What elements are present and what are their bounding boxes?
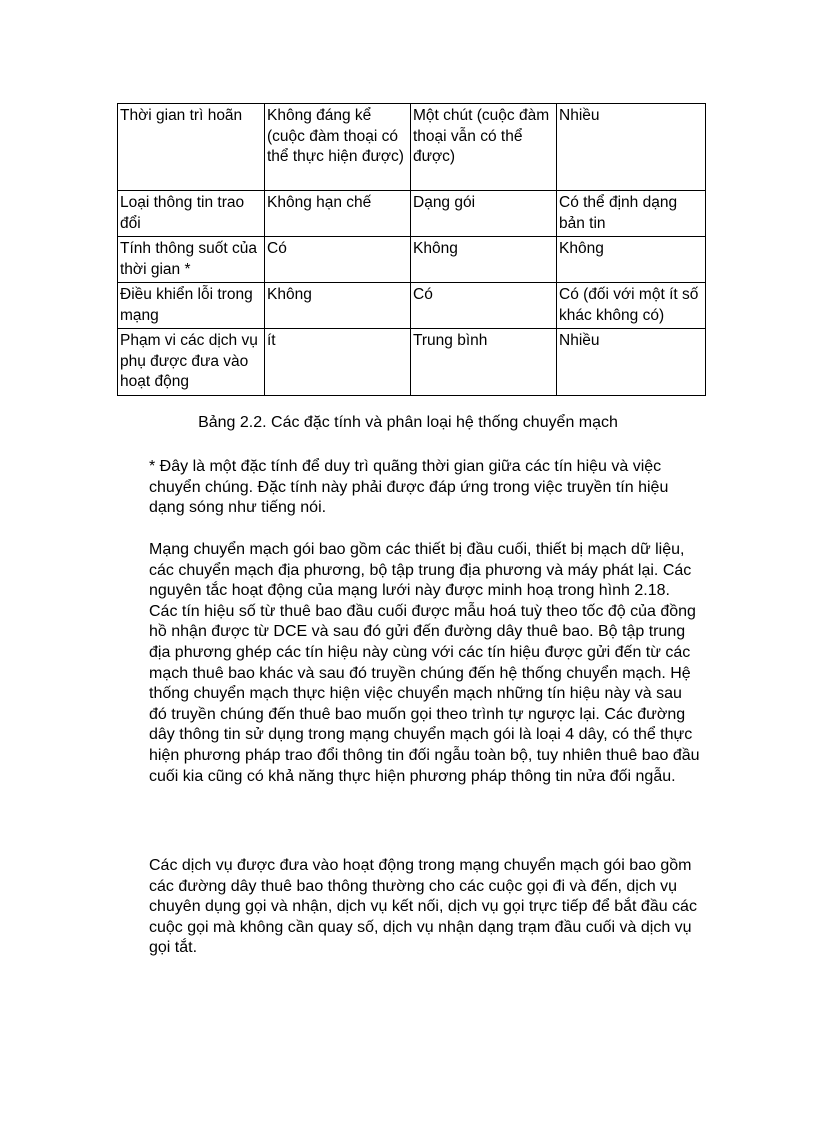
table-cell: Phạm vi các dịch vụ phụ được đưa vào hoạt động (118, 329, 265, 396)
table-cell: Có thể định dạng bản tin (557, 191, 706, 237)
table-cell: Loại thông tin trao đổi (118, 191, 265, 237)
table-row (118, 329, 706, 396)
table-cell: Có (265, 237, 411, 283)
table-cell: Không (411, 237, 557, 283)
switching-characteristics-table (117, 103, 706, 396)
table-footnote: * Đây là một đặc tính để duy trì quãng thời gian giữa các tín hiệu và việc chuyển chúng. Đặc tính này phải được đáp ứng trong việc truyền tín hiệu dạng sóng như tiếng nói. (149, 458, 669, 517)
table-cell: Một chút (cuộc đàm thoại vẫn có thể được) (411, 104, 557, 191)
table-cell: Có (411, 283, 557, 329)
table-caption: Bảng 2.2. Các đặc tính và phân loại hệ thống chuyển mạch (198, 414, 618, 431)
table-cell: Tính thông suốt của thời gian * (118, 237, 265, 283)
table-cell: Không đáng kể (cuộc đàm thoại có thể thực hiện được) (265, 104, 411, 191)
table-row (118, 191, 706, 237)
table-cell: Có (đối với một ít số khác không có) (557, 283, 706, 329)
table-row (118, 237, 706, 283)
table-cell: Nhiều (557, 104, 706, 191)
table-row (118, 104, 706, 191)
paragraph: Các dịch vụ được đưa vào hoạt động trong mạng chuyển mạch gói bao gồm các đường dây thuê bao thông thường cho các cuộc gọi đi và đến, dịch vụ chuyên dụng gọi và nhận, dịch vụ kết nối, dịch vụ gọi trực tiếp để bắt đầu các cuộc gọi mà không cần quay số, dịch vụ nhận dạng trạm đầu cuối và dịch vụ gọi tắt. (149, 857, 697, 957)
table-cell: ít (265, 329, 411, 396)
paragraph: Mạng chuyển mạch gói bao gồm các thiết bị đầu cuối, thiết bị mạch dữ liệu, các chuyển mạch địa phương, bộ tập trung địa phương và máy phát lại. Các nguyên tắc hoạt động của mạng lưới này được minh hoạ trong hình 2.18. Các tín hiệu số từ thuê bao đầu cuối được mẫu hoá tuỳ theo tốc độ của đồng hồ nhận được từ DCE và sau đó gửi đến đường dây thuê bao. Bộ tập trung địa phương ghép các tín hiệu này cùng với các tín hiệu được gửi đến từ các mạch thuê bao khác và sau đó truyền chúng đến hệ thống chuyển mạch. Hệ thống chuyển mạch thực hiện việc chuyển mạch những tín hiệu này và sau đó truyền chúng đến thuê bao muốn gọi theo trình tự ngược lại. Các đường dây thông tin sử dụng trong mạng chuyển mạch gói là loại 4 dây, có thể thực hiện phương pháp trao đổi thông tin đối ngẫu toàn bộ, tuy nhiên thuê bao đầu cuối kia cũng có khả năng thực hiện phương pháp thông tin nửa đối ngẫu. (149, 541, 700, 785)
table-cell: Không (265, 283, 411, 329)
table-cell: Điều khiển lỗi trong mạng (118, 283, 265, 329)
table-row (118, 283, 706, 329)
table-cell: Thời gian trì hoãn (118, 104, 265, 191)
table-cell: Trung bình (411, 329, 557, 396)
table-cell: Không hạn chế (265, 191, 411, 237)
table-cell: Không (557, 237, 706, 283)
table-cell: Nhiều (557, 329, 706, 396)
table-cell: Dạng gói (411, 191, 557, 237)
